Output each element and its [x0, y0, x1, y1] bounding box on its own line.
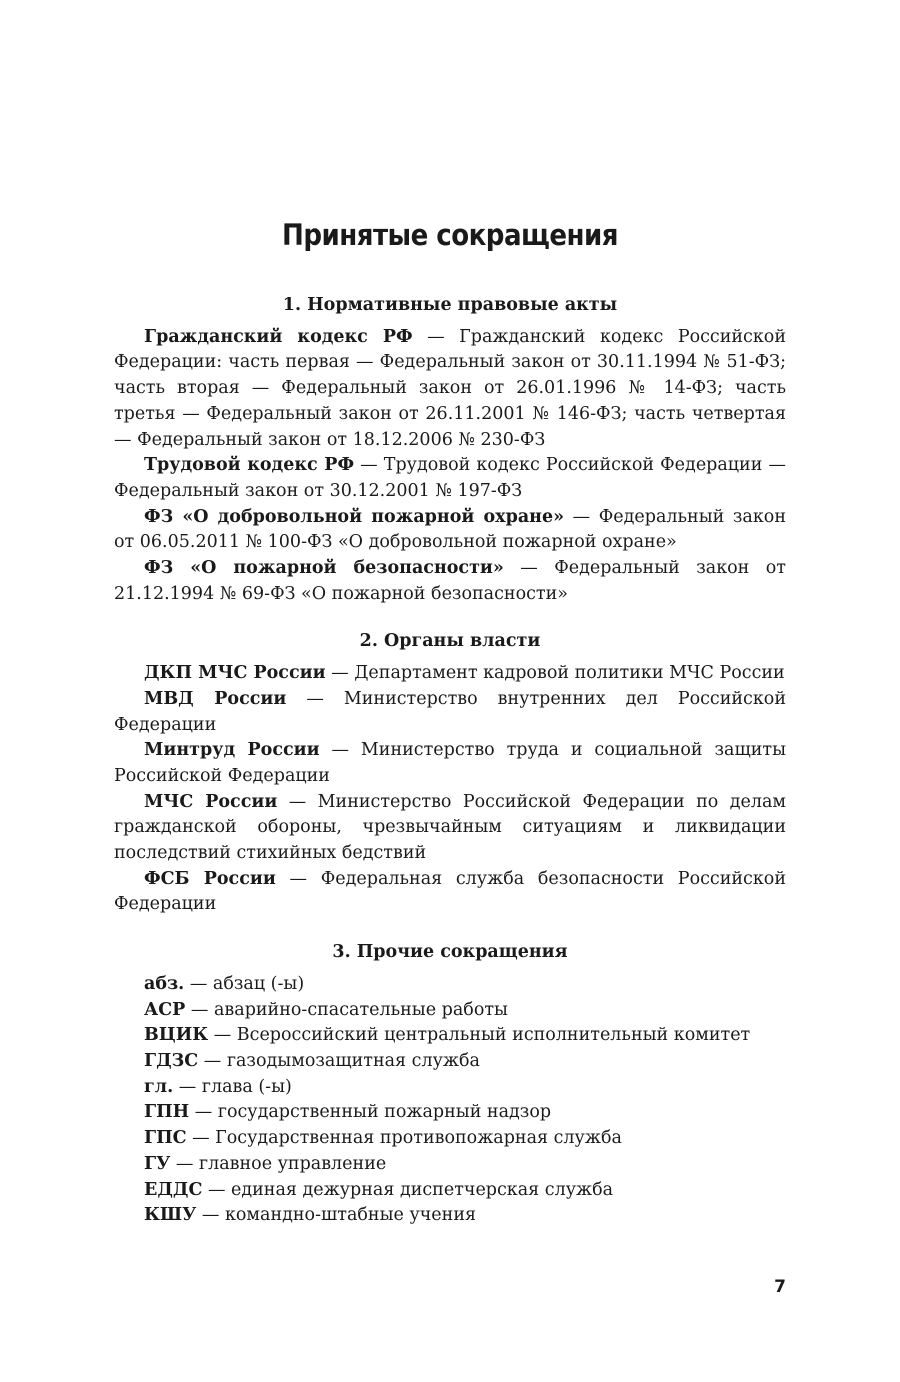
abbreviation-definition: — Всероссийский центральный исполнительный комитет	[208, 1025, 751, 1046]
section-authorities	[114, 629, 786, 918]
abbreviation-definition: — аварийно-спасательные работы	[185, 999, 508, 1020]
section-heading: 2. Органы власти	[359, 631, 541, 652]
abbreviation-term: ФЗ «О пожарной безопасности»	[144, 558, 504, 579]
list-item	[114, 1203, 786, 1229]
abbreviation-term: гл.	[144, 1076, 174, 1097]
abbreviation-entry	[114, 556, 786, 607]
abbreviation-entry	[114, 661, 786, 687]
list-item	[114, 1178, 786, 1204]
abbreviation-term: ФСБ России	[144, 868, 276, 889]
abbreviation-entry	[114, 505, 786, 556]
list-item	[114, 1100, 786, 1126]
list-item	[114, 1152, 786, 1178]
abbreviation-term: ГПН	[144, 1102, 190, 1123]
abbreviation-term: АСР	[144, 999, 186, 1020]
abbreviation-entry	[114, 687, 786, 738]
abbreviation-definition: — Федеральный закон от 06.05.2011 № 100-ФЗ «О добровольной пожарной охране»	[114, 506, 786, 553]
abbreviation-list	[114, 972, 786, 1229]
abbreviation-term: КШУ	[144, 1205, 197, 1226]
abbreviation-entry	[114, 790, 786, 867]
section-other-abbreviations	[114, 940, 786, 1229]
abbreviation-entry	[114, 325, 786, 454]
abbreviation-definition: — газодымозащитная служба	[198, 1050, 480, 1071]
abbreviation-definition: — Гражданский кодекс Российской Федерации: часть первая — Федеральный закон от 30.11.1994 № 51-ФЗ; часть вторая — Федеральный закон от 26.01.1996 № 14-ФЗ; часть третья — Федеральный закон от 26.11.2001 № 146-ФЗ; часть четвертая — Федеральный закон от 18.12.2006 № 230-ФЗ	[114, 326, 786, 450]
abbreviation-definition: — командно-штабные учения	[196, 1205, 477, 1226]
section-heading: 1. Нормативные правовые акты	[282, 295, 618, 315]
abbreviation-entry	[114, 738, 786, 789]
abbreviation-definition: — Министерство внутренних дел Российской Федерации	[114, 688, 786, 735]
abbreviation-term: Гражданский кодекс РФ	[144, 326, 413, 347]
abbreviation-term: ДКП МЧС России	[144, 663, 326, 684]
abbreviation-definition: — Департамент кадровой политики МЧС России	[325, 663, 785, 684]
abbreviations-content	[114, 293, 786, 1229]
list-item	[114, 1075, 786, 1101]
abbreviation-entry	[114, 867, 786, 918]
abbreviation-term: Трудовой кодекс РФ	[144, 455, 355, 476]
section-normative-acts	[114, 293, 786, 607]
abbreviation-definition: — Трудовой кодекс Российской Федерации — Федеральный закон от 30.12.2001 № 197-ФЗ	[114, 455, 786, 501]
abbreviation-definition: — единая дежурная диспетчерская служба	[202, 1179, 614, 1200]
list-item	[114, 972, 786, 998]
page-title: Принятые сокращения	[282, 218, 618, 252]
page-number: 7	[774, 1277, 786, 1297]
abbreviation-term: МЧС России	[144, 791, 278, 812]
abbreviation-term: ГПС	[144, 1128, 187, 1149]
abbreviation-definition: — Министерство Российской Федерации по делам гражданской обороны, чрезвычайным ситуациям и ликвидации последствий стихийных бедствий	[114, 791, 786, 864]
abbreviation-term: ГУ	[144, 1153, 171, 1174]
abbreviation-term: ЕДДС	[144, 1179, 203, 1200]
abbreviation-definition: — Федеральный закон от 21.12.1994 № 69-ФЗ «О пожарной безопасности»	[114, 558, 786, 604]
list-item	[114, 1126, 786, 1152]
abbreviation-definition: — государственный пожарный надзор	[189, 1102, 552, 1123]
list-item	[114, 1049, 786, 1075]
abbreviation-term: МВД России	[144, 688, 287, 709]
section-heading: 3. Прочие сокращения	[332, 942, 568, 963]
abbreviation-definition: — Государственная противопожарная служба	[186, 1128, 622, 1149]
abbreviation-definition: — Министерство труда и социальной защиты Российской Федерации	[114, 740, 786, 786]
abbreviation-term: Минтруд России	[144, 740, 320, 761]
abbreviation-definition: — абзац (-ы)	[184, 973, 305, 994]
abbreviation-definition: — глава (-ы)	[173, 1076, 292, 1097]
abbreviation-term: ВЦИК	[144, 1025, 209, 1046]
abbreviation-definition: — главное управление	[170, 1153, 387, 1174]
abbreviation-entry	[114, 453, 786, 504]
list-item	[114, 1023, 786, 1049]
list-item	[114, 998, 786, 1024]
abbreviation-term: ФЗ «О добровольной пожарной охране»	[144, 506, 565, 527]
abbreviation-term: ГДЗС	[144, 1050, 199, 1071]
abbreviation-definition: — Федеральная служба безопасности Российской Федерации	[114, 868, 786, 915]
abbreviation-term: абз.	[144, 973, 185, 994]
